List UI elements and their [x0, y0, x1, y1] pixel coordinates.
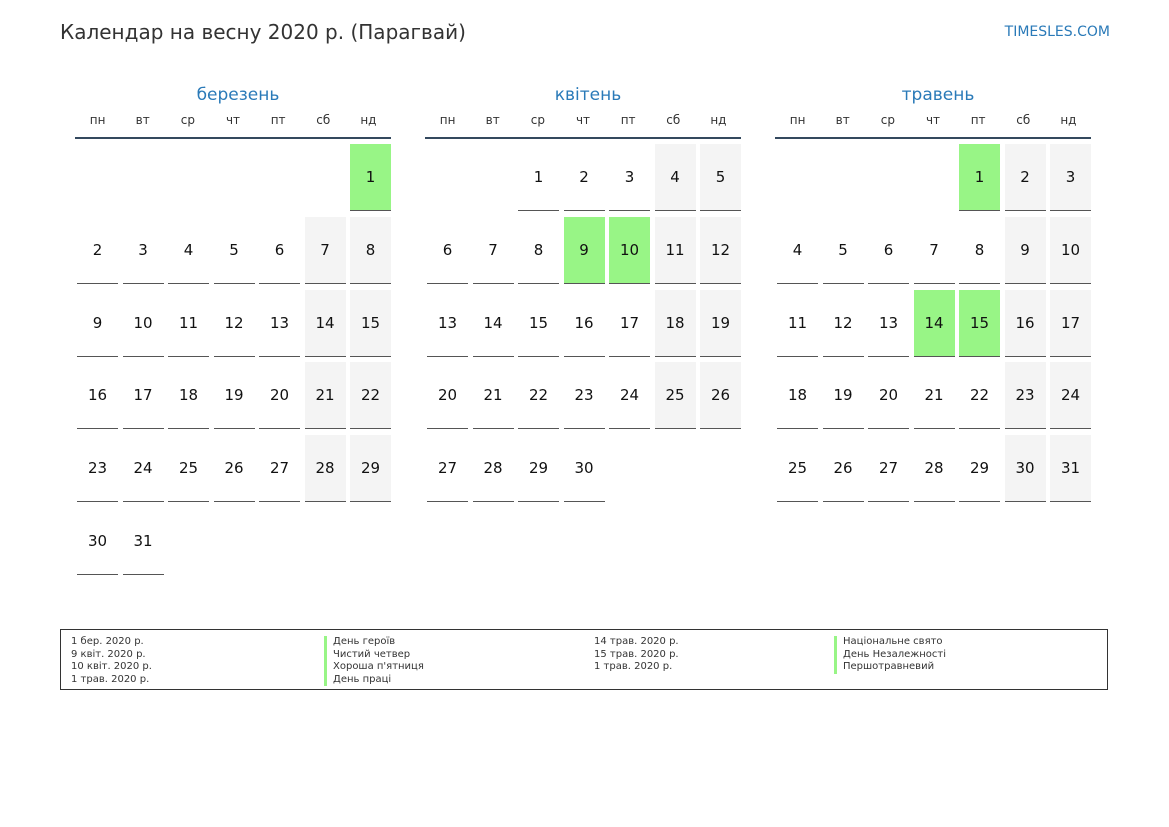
day-cell: 1: [518, 144, 559, 211]
weekday-label: пн: [789, 113, 806, 127]
day-cell: 21: [473, 362, 514, 429]
day-cell: 16: [77, 362, 118, 429]
legend-dates-left: [71, 636, 152, 686]
day-cell: 29: [350, 435, 391, 502]
holiday-legend: [60, 629, 1108, 690]
weekday-label: вт: [485, 113, 500, 127]
weekday-label: пт: [970, 113, 986, 127]
day-cell: 31: [123, 508, 164, 575]
day-cell: 25: [655, 362, 696, 429]
day-cell: 18: [655, 290, 696, 357]
day-cell: 21: [914, 362, 955, 429]
weekday-label: ср: [180, 113, 195, 127]
day-grid: [777, 139, 1097, 579]
day-cell: 30: [564, 435, 605, 502]
day-cell: 16: [1005, 290, 1046, 357]
day-cell: 14: [305, 290, 346, 357]
day-cell: 29: [518, 435, 559, 502]
legend-names-left: [324, 636, 424, 686]
day-cell: 5: [214, 217, 255, 284]
day-cell: 22: [959, 362, 1000, 429]
day-cell: 2: [1005, 144, 1046, 211]
day-cell: 11: [168, 290, 209, 357]
day-cell: 16: [564, 290, 605, 357]
day-cell: 9: [1005, 217, 1046, 284]
day-cell: 17: [1050, 290, 1091, 357]
day-cell: 7: [305, 217, 346, 284]
day-cell: 19: [700, 290, 741, 357]
legend-date: 1 бер. 2020 р.: [71, 636, 144, 647]
day-cell: 15: [518, 290, 559, 357]
weekday-label: нд: [1060, 113, 1077, 127]
day-cell: 1: [350, 144, 391, 211]
weekday-label: сб: [316, 113, 331, 127]
weekday-label: пт: [270, 113, 286, 127]
day-cell: 4: [168, 217, 209, 284]
weekday-header: [425, 110, 741, 139]
day-cell: 31: [1050, 435, 1091, 502]
day-cell: 22: [518, 362, 559, 429]
day-cell: 2: [564, 144, 605, 211]
month-may: [777, 80, 1097, 579]
legend-dates-right: [594, 636, 679, 674]
day-cell: 3: [609, 144, 650, 211]
day-cell: 25: [168, 435, 209, 502]
day-cell: 7: [914, 217, 955, 284]
day-cell: 12: [700, 217, 741, 284]
legend-date: 15 трав. 2020 р.: [594, 648, 679, 660]
day-cell: 24: [609, 362, 650, 429]
legend-names-right: [834, 636, 946, 674]
day-cell: 5: [700, 144, 741, 211]
day-cell: 6: [868, 217, 909, 284]
day-cell: 27: [868, 435, 909, 502]
legend-date: 9 квіт. 2020 р.: [71, 648, 146, 660]
legend-holiday-name: Чистий четвер: [324, 649, 424, 662]
day-cell: 28: [914, 435, 955, 502]
weekday-label: ср: [880, 113, 895, 127]
day-cell: 10: [609, 217, 650, 284]
legend-date: 14 трав. 2020 р.: [594, 636, 679, 647]
legend-holiday-name: Хороша п'ятниця: [324, 661, 424, 674]
weekday-header: [75, 110, 391, 139]
day-cell: 28: [473, 435, 514, 502]
day-cell: 6: [427, 217, 468, 284]
weekday-label: ср: [530, 113, 545, 127]
day-cell: 29: [959, 435, 1000, 502]
day-cell: 19: [214, 362, 255, 429]
weekday-label: пт: [620, 113, 636, 127]
day-cell: 15: [350, 290, 391, 357]
weekday-label: чт: [225, 113, 241, 127]
day-cell: 14: [473, 290, 514, 357]
day-cell: 9: [564, 217, 605, 284]
weekday-header: [775, 110, 1091, 139]
day-cell: 27: [259, 435, 300, 502]
day-cell: 10: [1050, 217, 1091, 284]
day-cell: 7: [473, 217, 514, 284]
weekday-label: вт: [135, 113, 150, 127]
day-cell: 26: [700, 362, 741, 429]
day-cell: 17: [609, 290, 650, 357]
day-cell: 13: [259, 290, 300, 357]
legend-holiday-name: День героїв: [324, 636, 424, 649]
day-cell: 13: [868, 290, 909, 357]
day-cell: 13: [427, 290, 468, 357]
legend-date: 1 трав. 2020 р.: [71, 673, 150, 685]
day-cell: 11: [655, 217, 696, 284]
legend-holiday-name: Першотравневий: [834, 661, 946, 674]
day-cell: 8: [959, 217, 1000, 284]
day-cell: 30: [1005, 435, 1046, 502]
month-name: травень: [901, 85, 975, 105]
day-cell: 6: [259, 217, 300, 284]
day-cell: 4: [655, 144, 696, 211]
month-name: квітень: [554, 85, 622, 105]
day-cell: 26: [214, 435, 255, 502]
legend-date: 10 квіт. 2020 р.: [71, 661, 152, 672]
day-cell: 12: [823, 290, 864, 357]
day-cell: 23: [77, 435, 118, 502]
day-cell: 8: [518, 217, 559, 284]
day-cell: 30: [77, 508, 118, 575]
weekday-label: нд: [710, 113, 727, 127]
weekday-label: вт: [835, 113, 850, 127]
day-cell: 24: [1050, 362, 1091, 429]
day-cell: 17: [123, 362, 164, 429]
day-cell: 21: [305, 362, 346, 429]
day-cell: 11: [777, 290, 818, 357]
day-cell: 23: [1005, 362, 1046, 429]
day-grid: [77, 139, 397, 579]
weekday-label: пн: [439, 113, 456, 127]
page-title: Календар на весну 2020 р. (Парагвай): [60, 20, 466, 44]
weekday-label: пн: [89, 113, 106, 127]
day-cell: 20: [259, 362, 300, 429]
day-cell: 23: [564, 362, 605, 429]
month-april: [427, 80, 747, 579]
weekday-label: сб: [1016, 113, 1031, 127]
day-cell: 18: [777, 362, 818, 429]
site-link[interactable]: TIMESLES.COM: [1004, 24, 1110, 40]
day-cell: 15: [959, 290, 1000, 357]
legend-holiday-name: Національне свято: [834, 636, 946, 649]
day-cell: 8: [350, 217, 391, 284]
day-cell: 12: [214, 290, 255, 357]
day-cell: 3: [1050, 144, 1091, 211]
day-cell: 25: [777, 435, 818, 502]
day-cell: 2: [77, 217, 118, 284]
day-cell: 27: [427, 435, 468, 502]
month-name: березень: [196, 85, 280, 105]
weekday-label: нд: [360, 113, 377, 127]
day-cell: 20: [427, 362, 468, 429]
day-cell: 22: [350, 362, 391, 429]
day-cell: 3: [123, 217, 164, 284]
legend-holiday-name: День праці: [324, 674, 424, 687]
day-cell: 19: [823, 362, 864, 429]
day-cell: 24: [123, 435, 164, 502]
day-cell: 26: [823, 435, 864, 502]
legend-holiday-name: День Незалежності: [834, 649, 946, 662]
weekday-label: сб: [666, 113, 681, 127]
weekday-label: чт: [575, 113, 591, 127]
day-cell: 9: [77, 290, 118, 357]
legend-date: 1 трав. 2020 р.: [594, 661, 673, 672]
day-cell: 28: [305, 435, 346, 502]
day-cell: 1: [959, 144, 1000, 211]
day-cell: 20: [868, 362, 909, 429]
day-cell: 10: [123, 290, 164, 357]
day-cell: 4: [777, 217, 818, 284]
day-grid: [427, 139, 747, 579]
day-cell: 14: [914, 290, 955, 357]
weekday-label: чт: [925, 113, 941, 127]
month-march: [77, 80, 397, 579]
day-cell: 5: [823, 217, 864, 284]
day-cell: 18: [168, 362, 209, 429]
